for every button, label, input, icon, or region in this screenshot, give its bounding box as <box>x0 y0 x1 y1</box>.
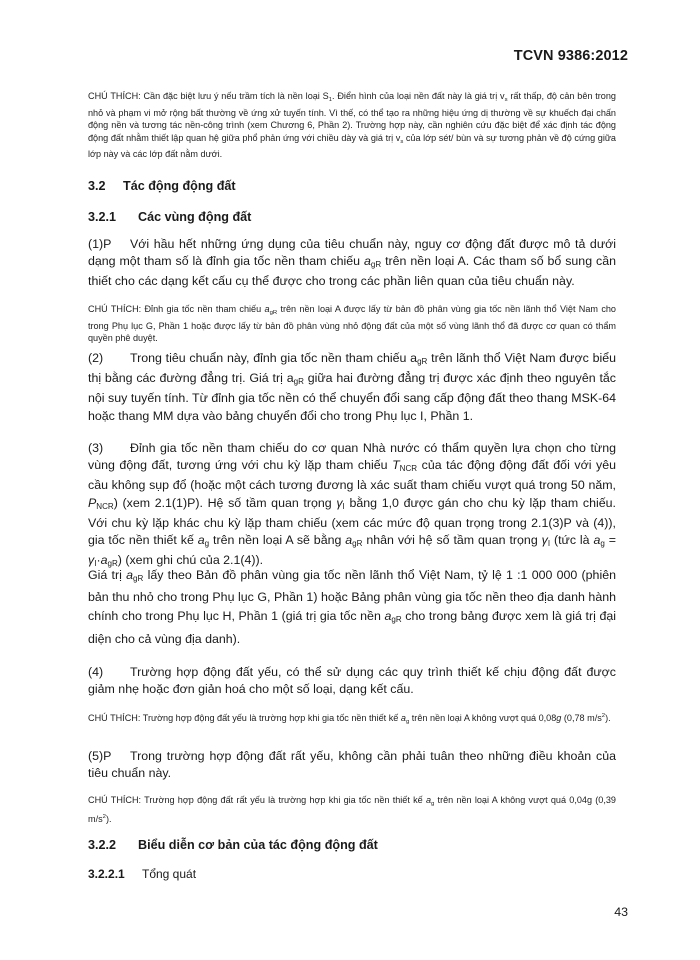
subscript: gR <box>370 260 382 270</box>
section-number: 3.2.2 <box>88 838 117 852</box>
note-text: Cần đặc biệt lưu ý nếu trầm tích là nền loại S <box>140 91 329 101</box>
note-text: trên nền loại A không vượt quá 0,08 <box>409 713 557 723</box>
page-number: 43 <box>614 905 628 919</box>
subscript: gR <box>391 615 402 625</box>
paragraph-number: (2) <box>88 351 104 365</box>
note-text: Trường hợp động đất rất yếu là trường hợp khi gia tốc nền thiết kế <box>141 795 426 805</box>
formula-symbol: a <box>100 553 108 568</box>
subscript: 1 <box>328 97 333 103</box>
paragraph-text: (tức là <box>550 533 594 548</box>
symbol: a <box>197 533 205 548</box>
subscript: gR <box>133 574 144 583</box>
note-text: trên nền loại A không vượt quá 0,04g (0,39 m/s <box>88 795 616 824</box>
symbol: a <box>425 795 432 805</box>
paragraph-text: Giá trị <box>88 568 127 582</box>
paragraph-4 <box>88 664 616 698</box>
paragraph-text: ) (xem 2.1(1)P). Hệ số tầm quan trọng <box>113 495 337 510</box>
note-text: Đỉnh gia tốc nền tham chiếu <box>141 304 265 314</box>
note-label: CHÚ THÍCH: <box>88 795 142 805</box>
paragraph-text: Trong trường hợp động đất rất yếu, không cần phải tuân theo những điều khoản của tiêu chuẩn này. <box>88 749 616 781</box>
paragraph-3 <box>88 440 616 572</box>
paragraph-2 <box>88 350 616 425</box>
paragraph-text: Với hầu hết những ứng dụng của tiêu chuẩn này, nguy cơ động đất được mô tả dưới dạng một tham số là đỉnh gia tốc nền tham chiếu <box>88 237 616 269</box>
subscript: g <box>405 719 410 725</box>
paragraph-number: (1)P <box>88 237 112 251</box>
subscript: gR <box>352 539 363 549</box>
paragraph-text: trên lãnh thổ Việt Nam được biểu thị bằng các đường đẳng trị. Giá trị a <box>88 351 616 386</box>
subscript: g <box>204 539 210 549</box>
subscript: g <box>600 539 605 549</box>
symbol: a <box>400 713 406 723</box>
symbol: P <box>88 495 97 510</box>
note-very-weak-earthquake <box>88 794 616 825</box>
subscript: I <box>94 559 97 569</box>
paragraph-number: (3) <box>88 441 104 455</box>
paragraph-text: Đỉnh gia tốc nền tham chiếu do cơ quan Nhà nước có thẩm quyền lựa chọn cho từng vùng động đất, tương ứng với chu kỳ lặp tham chiếu <box>88 441 616 473</box>
note-label: CHÚ THÍCH: <box>88 91 141 101</box>
formula-operator: = <box>604 533 616 548</box>
paragraph-text: của tác động động đất đối với yêu cầu không sụp đổ (hoặc một cách tương đương là xác suất tham chiếu vượt quá trong 50 năm, <box>88 458 616 493</box>
note-label: CHÚ THÍCH: <box>88 304 142 314</box>
paragraph-text: trên nền loại A. Các tham số bổ sung cần thiết cho các dạng kết cấu cụ thể được cho trong các phần liên quan của tiêu chuẩn này. <box>88 254 616 289</box>
section-title: Biểu diễn cơ bản của tác động động đất <box>138 838 378 852</box>
paragraph-number: (5)P <box>88 749 112 763</box>
subscript: I <box>547 539 551 549</box>
paragraph-text: cho trong bảng được xem là giá trị đại diện cho cả vùng địa danh). <box>88 609 617 646</box>
note-text: ). <box>105 813 112 824</box>
subscript: NCR <box>399 464 418 474</box>
note-text: rất thấp, độ cản bên trong nhỏ và phạm vi mở rộng bất thường về ứng xử tuyến tính. Vì thế, có thể tạo ra những hiệu ứng dị thường về sự khuếch đại chấn động nền và tương tác nền-công trình (xem Chương 6, Phần 2). Trường hợp này, cần nghiên cứu đặc biệt để xác định tác động động đất nhằm thiết lập quan hệ giữa phổ phản ứng với chiều dày và giá trị v <box>88 91 616 143</box>
symbol: a <box>384 609 392 624</box>
paragraph-text: giữa hai đường đẳng trị được xác định theo nguyên tắc nội suy tuyến tính. Từ đỉnh gia tốc nền có thể chuyển đổi sang cấp động đất theo thang MSK-64 hoặc thang MM dựa vào bảng chuyển đổi cho trong Phụ lục I, Phần 1. <box>88 371 616 423</box>
note-text: của lớp sét/ bùn và sự tương phản về độ cứng giữa lớp này và các lớp đất nằm dưới. <box>88 132 616 160</box>
section-title: Tổng quát <box>142 867 197 881</box>
symbol: T <box>392 458 400 473</box>
note-text: Trường hợp động đất yếu là trường hợp khi gia tốc nền thiết kế <box>140 713 401 723</box>
subscript: g <box>431 801 435 807</box>
paragraph-1p <box>88 236 616 291</box>
paragraph-number: (4) <box>88 665 104 679</box>
paragraph-text: trên nền loại A sẽ bằng <box>209 533 346 548</box>
symbol: a <box>126 568 134 582</box>
section-heading-3-2 <box>88 179 616 193</box>
paragraph-3-continuation <box>88 566 616 649</box>
section-title: Các vùng động đất <box>138 210 252 224</box>
paragraph-text: lấy theo Bản đồ phân vùng gia tốc nền lãnh thổ Việt Nam, tỷ lệ 1 :1 000 000 (phiên bản thu nhỏ cho trong Phụ lục G, Phần 1) hoặc Bảng phân vùng gia tốc nền theo địa danh hành chính cho trong Phụ lục H, Phần 1 (giá trị gia tốc nền <box>88 568 616 624</box>
subscript: gR <box>293 377 304 387</box>
section-heading-3-2-2-1 <box>88 867 616 881</box>
symbol: γ <box>336 495 343 510</box>
subscript: s <box>400 138 404 145</box>
formula-operator: · <box>96 553 101 568</box>
symbol: a <box>345 533 353 548</box>
section-number: 3.2 <box>88 179 106 193</box>
symbol: g <box>556 713 562 723</box>
note-s1 <box>88 90 616 161</box>
paragraph-5p <box>88 748 616 782</box>
subscript: NCR <box>96 501 114 511</box>
subscript: s <box>504 97 508 103</box>
note-text: ). <box>605 713 611 723</box>
note-text: . Điển hình của loại nền đất này là giá trị v <box>332 91 505 101</box>
section-title: Tác động động đất <box>123 179 236 193</box>
note-label: CHÚ THÍCH: <box>88 713 141 723</box>
subscript: gR <box>107 559 118 569</box>
subscript: gR <box>417 357 428 366</box>
note-text: (0,78 m/s <box>561 713 602 723</box>
paragraph-text: ) (xem ghi chú của 2.1(4)). <box>117 553 264 568</box>
superscript: 2 <box>102 813 106 820</box>
paragraph-text: nhân với hệ số tầm quan trọng <box>362 533 542 548</box>
section-heading-3-2-2 <box>88 838 616 852</box>
superscript: 2 <box>601 713 606 719</box>
formula-symbol: a <box>593 533 601 548</box>
section-number: 3.2.2.1 <box>88 867 125 881</box>
paragraph-text: Trường hợp động đất yếu, có thể sử dụng các quy trình thiết kế chịu động đất được giảm nhẹ hoặc đơn giản hoá cho một số loại, dạng kết cấu. <box>88 665 616 697</box>
note-agr <box>88 303 616 345</box>
section-heading-3-2-1 <box>88 210 616 224</box>
symbol: a <box>363 254 371 269</box>
subscript: I <box>342 501 345 511</box>
symbol: a <box>264 304 270 314</box>
paragraph-text: Trong tiêu chuẩn này, đỉnh gia tốc nền tham chiếu a <box>130 351 418 365</box>
symbol: γ <box>541 533 548 548</box>
subscript: gR <box>269 310 278 316</box>
standard-code-header: TCVN 9386:2012 <box>513 48 628 64</box>
formula-symbol: γ <box>88 553 95 568</box>
note-weak-earthquake <box>88 710 616 729</box>
note-text: trên nền loại A được lấy từ bản đồ phân vùng gia tốc nền lãnh thổ Việt Nam cho trong Phụ lục G, Phần 1 hoặc được lấy từ bản đồ phân vùng nhỏ động đất của một số vùng lãnh thổ đã được cơ quan có thẩm quyền phê duyệt. <box>88 304 616 344</box>
section-number: 3.2.1 <box>88 210 117 224</box>
paragraph-text: bằng 1,0 được gán cho chu kỳ lặp tham chiếu. Với chu kỳ lặp khác chu kỳ lặp tham chiếu (xem các mức độ quan trọng trong 2.1(3)P và (4)), gia tốc nền thiết kế <box>88 495 616 548</box>
